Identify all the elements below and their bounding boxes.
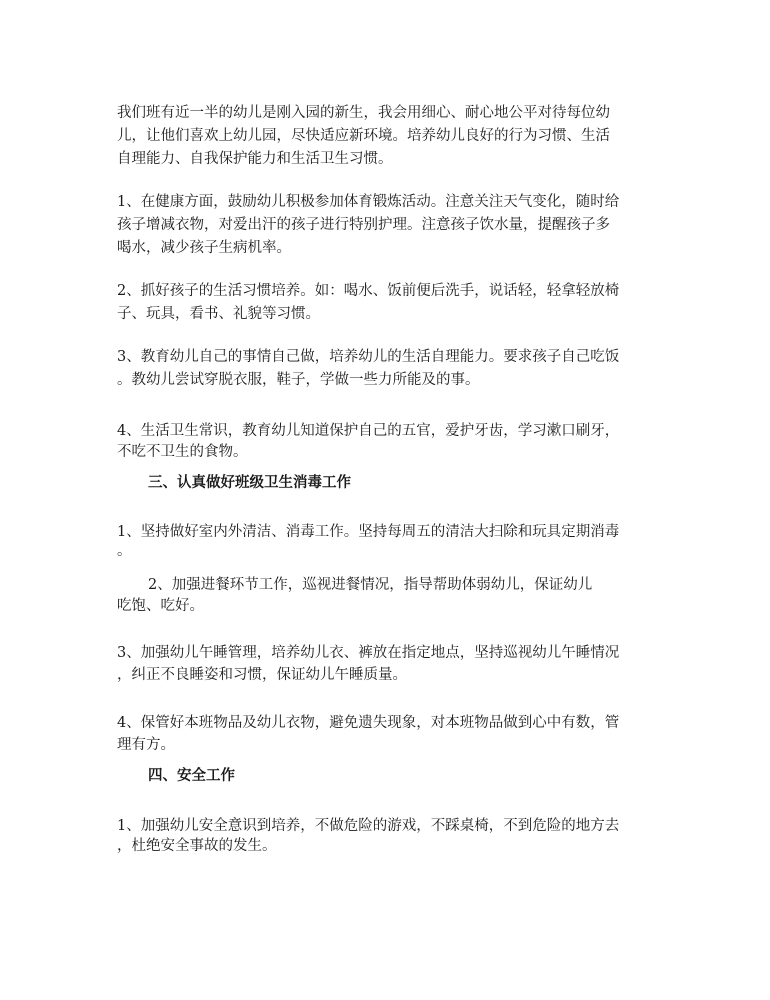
item1-line-2: 孩子增减衣物，对爱出汗的孩子进行特别护理。注意孩子饮水量，提醒孩子多 xyxy=(117,217,610,233)
s3-item4-line-1: 4、保管好本班物品及幼儿衣物，避免遗失现象，对本班物品做到心中有数，管 xyxy=(117,715,620,731)
item1-line-1: 1、在健康方面，鼓励幼儿积极参加体育锻炼活动。注意关注天气变化，随时给 xyxy=(117,194,620,210)
item1-line-3: 喝水，减少孩子生病机率。 xyxy=(117,240,291,256)
s3-item4-line-2: 理有方。 xyxy=(117,737,175,753)
s3-item1-line-1: 1、坚持做好室内外清洁、消毒工作。坚持每周五的清洁大扫除和玩具定期消毒 xyxy=(117,524,620,540)
s4-item1-line-2: ，杜绝安全事故的发生。 xyxy=(117,838,277,854)
item4-line-1: 4、生活卫生常识，教育幼儿知道保护自己的五官，爱护牙齿，学习漱口刷牙， xyxy=(117,423,620,439)
s3-item2-line-1: 2、加强进餐环节工作，巡视进餐情况，指导帮助体弱幼儿，保证幼儿 xyxy=(148,577,593,593)
s3-item3-line-1: 3、加强幼儿午睡管理，培养幼儿衣、裤放在指定地点，坚持巡视幼儿午睡情况 xyxy=(117,645,620,661)
item4-line-2: 不吃不卫生的食物。 xyxy=(117,444,248,460)
s3-item1-line-2: 。 xyxy=(117,543,132,559)
s3-item3-line-2: ，纠正不良睡姿和习惯，保证幼儿午睡质量。 xyxy=(117,667,407,683)
intro-line-2: 儿，让他们喜欢上幼儿园，尽快适应新环境。培养幼儿良好的行为习惯、生活 xyxy=(117,128,610,144)
section-heading-4: 四、安全工作 xyxy=(148,767,235,784)
s3-item2-line-2: 吃饱、吃好。 xyxy=(117,598,204,614)
intro-line-3: 自理能力、自我保护能力和生活卫生习惯。 xyxy=(117,151,393,167)
item2-line-2: 子、玩具，看书、礼貌等习惯。 xyxy=(117,306,320,322)
s4-item1-line-1: 1、加强幼儿安全意识到培养，不做危险的游戏，不踩桌椅，不到危险的地方去 xyxy=(117,818,620,834)
intro-line-1: 我们班有近一半的幼儿是刚入园的新生，我会用细心、耐心地公平对待每位幼 xyxy=(117,105,610,121)
item3-line-1: 3、教育幼儿自己的事情自己做，培养幼儿的生活自理能力。要求孩子自己吃饭 xyxy=(117,349,620,365)
item2-line-1: 2、抓好孩子的生活习惯培养。如：喝水、饭前便后洗手，说话轻，轻拿轻放椅 xyxy=(117,283,620,299)
item3-line-2: 。教幼儿尝试穿脱衣服，鞋子，学做一些力所能及的事。 xyxy=(117,372,480,388)
section-heading-3: 三、认真做好班级卫生消毒工作 xyxy=(148,474,351,491)
